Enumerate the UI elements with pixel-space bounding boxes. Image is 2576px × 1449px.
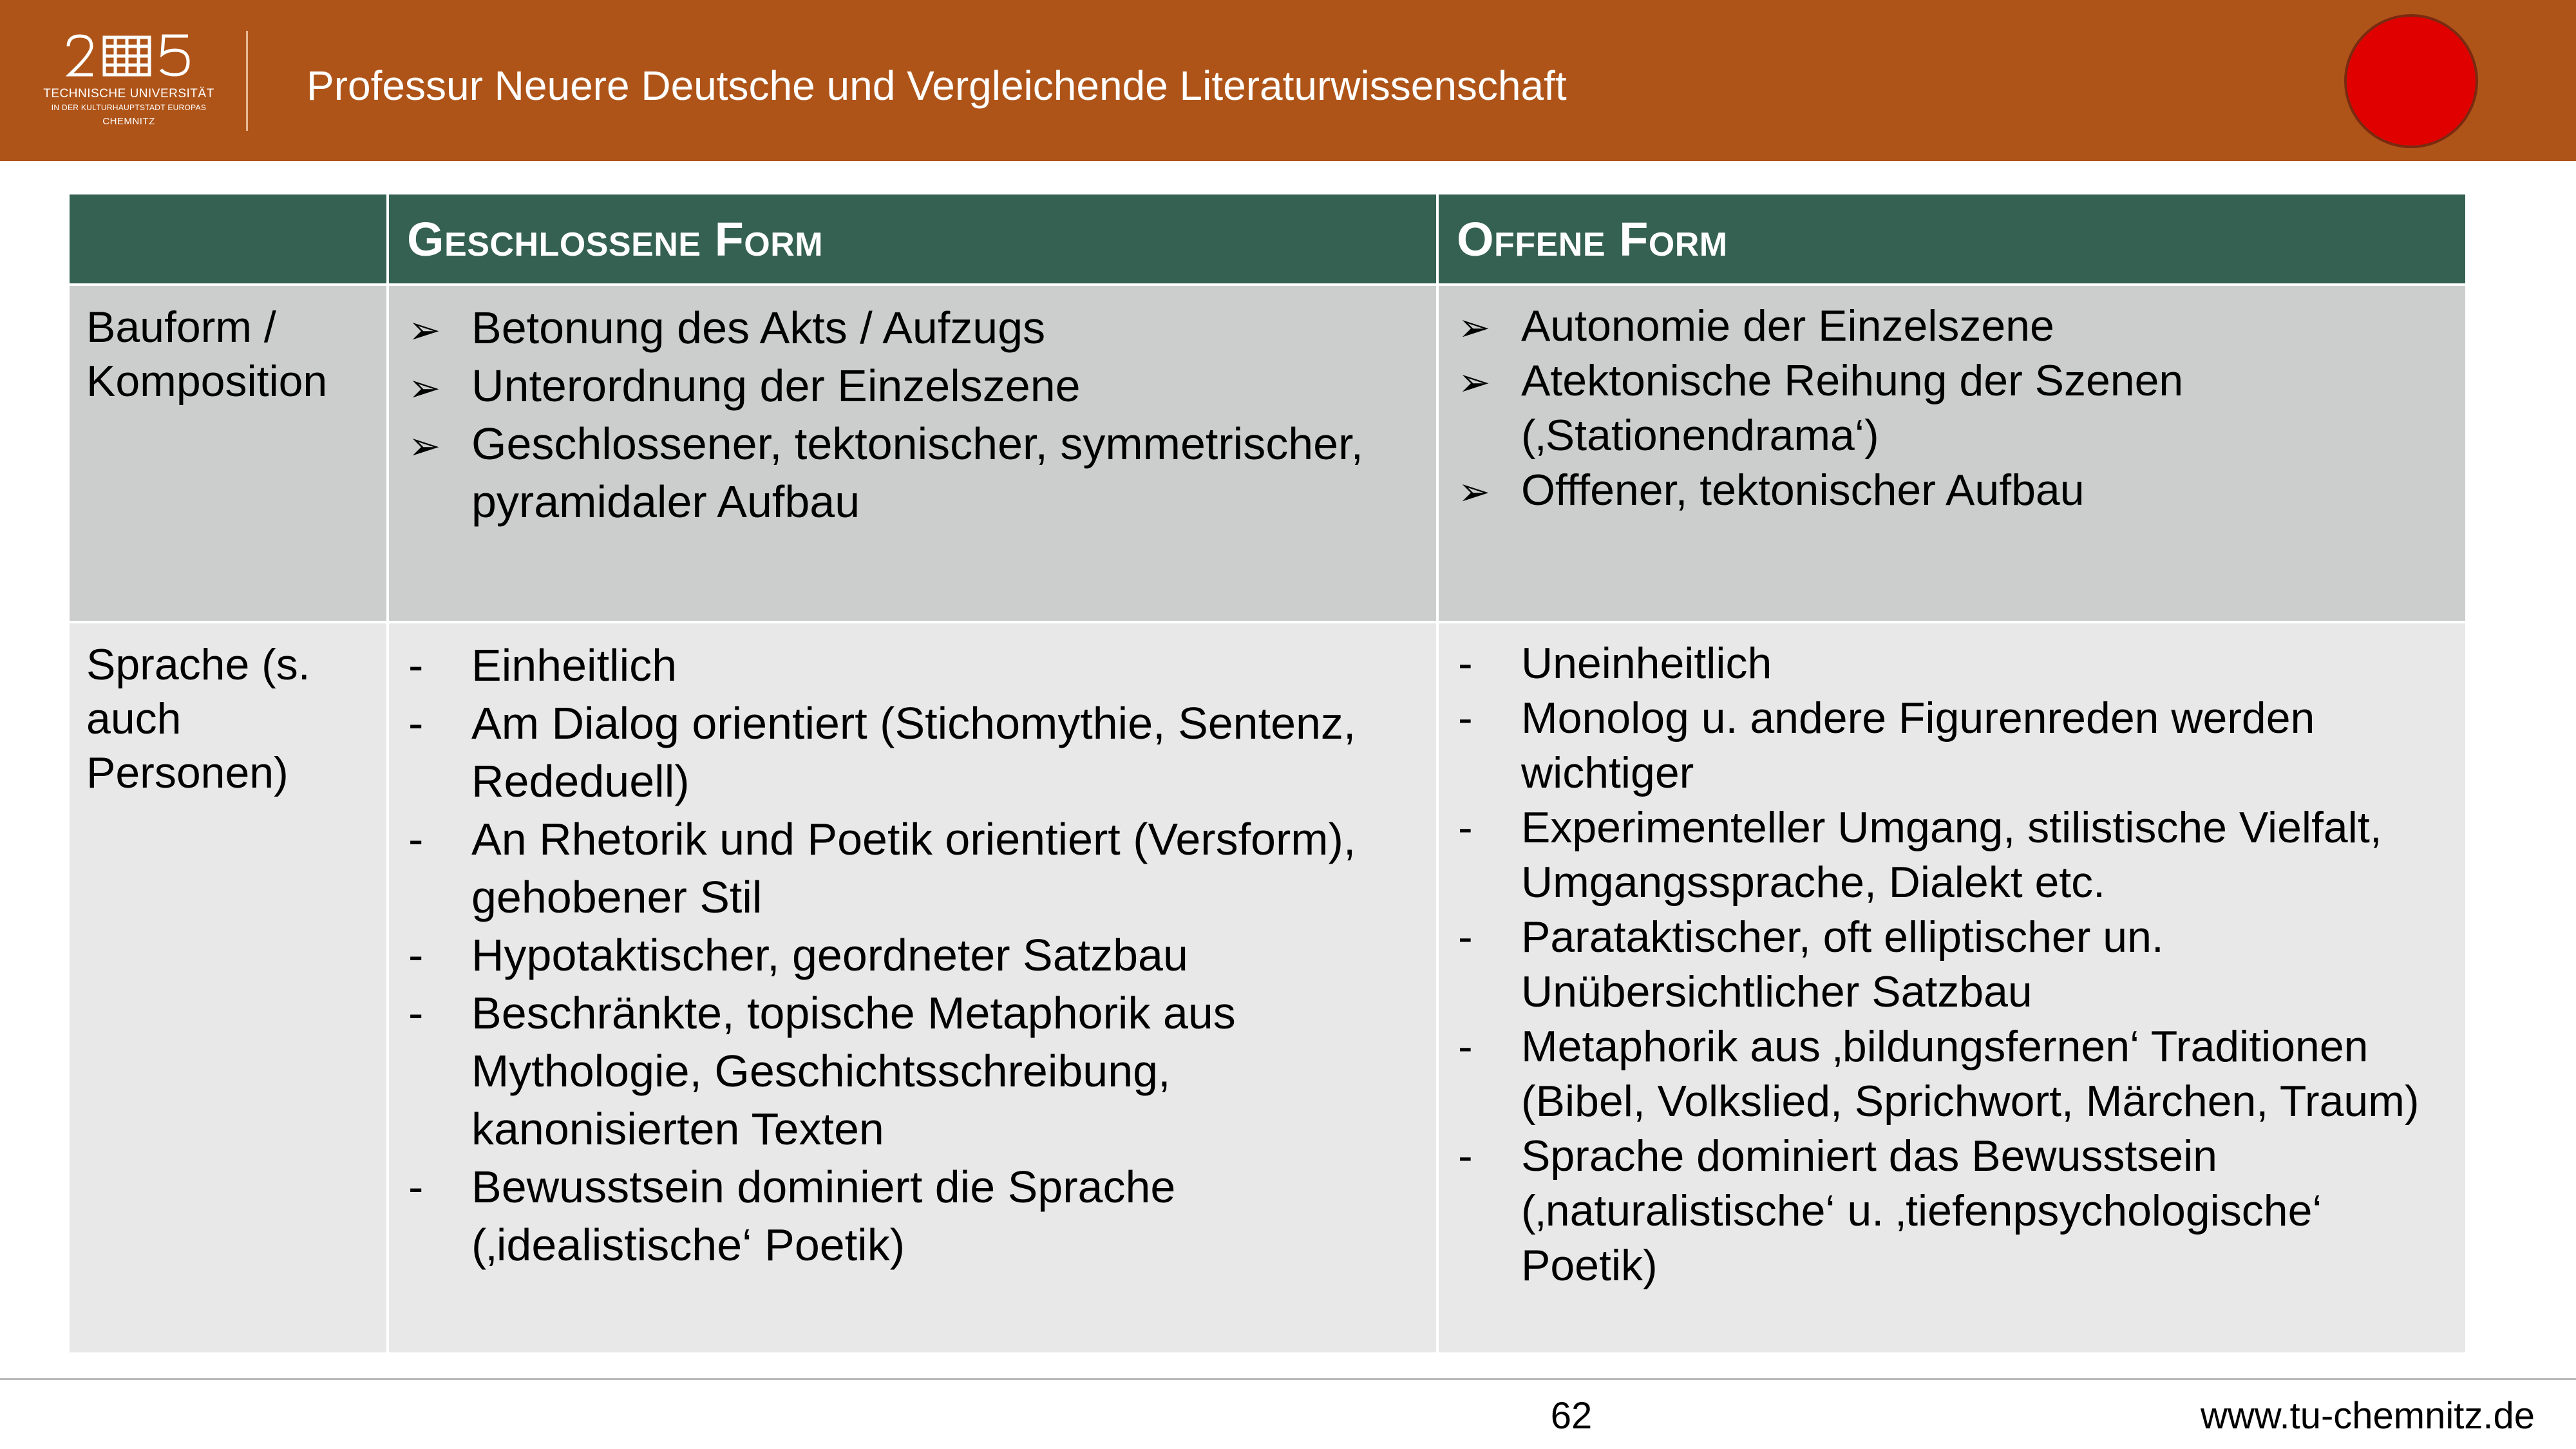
list-item: - Metaphorik aus ‚bildungsfernen‘ Traditionen (Bibel, Volkslied, Sprichwort, Märchen, Traum) xyxy=(1458,1019,2452,1129)
arrow-bullet-icon: ➢ xyxy=(1458,361,1491,404)
dash-bullet: - xyxy=(408,640,424,690)
list-item: ➢ Offfener, tektonischer Aufbau xyxy=(1458,463,2452,518)
list-item: - Hypotaktischer, geordneter Satzbau xyxy=(408,926,1423,984)
closed-form-list xyxy=(389,623,1436,1274)
tu-logo-icon xyxy=(64,32,193,84)
list-item: - Experimenteller Umgang, stilistische Vielfalt, Umgangssprache, Dialekt etc. xyxy=(1458,800,2452,910)
dash-bullet: - xyxy=(1458,803,1473,852)
comparison-table xyxy=(67,192,2468,1355)
closed-form-list xyxy=(389,286,1436,531)
list-item: - Sprache dominiert das Bewusstsein (‚naturalistische‘ u. ‚tiefenpsychologische‘ Poetik) xyxy=(1458,1129,2452,1293)
open-form-cell xyxy=(1437,622,2467,1354)
dash-bullet: - xyxy=(408,698,424,748)
arrow-bullet-icon: ➢ xyxy=(408,308,441,352)
table-row-sprache xyxy=(68,622,2467,1354)
arrow-bullet-icon: ➢ xyxy=(1458,470,1491,513)
closed-form-cell xyxy=(388,285,1437,622)
list-item: ➢ Unterordnung der Einzelszene xyxy=(408,357,1423,415)
page-title: Professur Neuere Deutsche und Vergleichende Literaturwissenschaft xyxy=(307,62,1567,109)
header-cell-open-form xyxy=(1437,193,2467,285)
arrow-bullet-icon: ➢ xyxy=(408,366,441,410)
red-dot-decoration xyxy=(2344,14,2478,148)
logo-text-city: CHEMNITZ xyxy=(102,116,155,127)
dash-bullet: - xyxy=(408,930,424,980)
footer-url[interactable]: www.tu-chemnitz.de xyxy=(2201,1395,2535,1437)
arrow-bullet-icon: ➢ xyxy=(1458,306,1491,349)
list-item: - Bewusstsein dominiert die Sprache (‚idealistische‘ Poetik) xyxy=(408,1158,1423,1274)
header-open-form-label: Offene Form xyxy=(1457,212,1728,266)
table-row-bauform xyxy=(68,285,2467,622)
row-label-sprache: Sprache (s. auch Personen) xyxy=(86,640,310,797)
page-number: 62 xyxy=(1550,1395,1593,1437)
dash-bullet: - xyxy=(408,988,424,1038)
list-item: - Einheitlich xyxy=(408,636,1423,694)
university-logo xyxy=(35,29,222,138)
list-item: ➢ Autonomie der Einzelszene xyxy=(1458,299,2452,354)
table-header-row xyxy=(68,193,2467,285)
closed-form-cell xyxy=(388,622,1437,1354)
header-cell-closed-form xyxy=(388,193,1437,285)
dash-bullet: - xyxy=(1458,1132,1473,1180)
header-bar xyxy=(0,0,2576,161)
dash-bullet: - xyxy=(1458,694,1473,743)
list-item: - Beschränkte, topische Metaphorik aus Mythologie, Geschichtsschreibung, kanonisierten Texten xyxy=(408,984,1423,1158)
list-item: - Monolog u. andere Figurenreden werden wichtiger xyxy=(1458,691,2452,800)
list-item: - Parataktischer, oft elliptischer un. Unübersichtlicher Satzbau xyxy=(1458,910,2452,1019)
footer-divider xyxy=(0,1378,2576,1380)
list-item: - Uneinheitlich xyxy=(1458,636,2452,691)
header-divider xyxy=(246,31,248,131)
logo-text-university: TECHNISCHE UNIVERSITÄT xyxy=(43,87,214,100)
list-item: ➢ Geschlossener, tektonischer, symmetrischer, pyramidaler Aufbau xyxy=(408,419,1363,527)
header-closed-form-label: Geschlossene Form xyxy=(407,212,824,266)
logo-text-tagline: IN DER KULTURHAUPTSTADT EUROPAS xyxy=(51,103,207,112)
open-form-cell xyxy=(1437,285,2467,622)
list-item: - Am Dialog orientiert (Stichomythie, Sentenz, Rededuell) xyxy=(408,694,1423,810)
list-item: - An Rhetorik und Poetik orientiert (Versform), gehobener Stil xyxy=(408,810,1423,926)
list-item: ➢ Atektonische Reihung der Szenen (‚Stationendrama‘) xyxy=(1458,356,2184,460)
list-item: ➢ Betonung des Akts / Aufzugs xyxy=(408,299,1423,357)
row-label-cell xyxy=(68,285,388,622)
dash-bullet: - xyxy=(1458,639,1473,688)
arrow-bullet-icon: ➢ xyxy=(408,424,441,468)
open-form-list xyxy=(1439,623,2465,1293)
row-label-cell xyxy=(68,622,388,1354)
header-cell-empty xyxy=(68,193,388,285)
dash-bullet: - xyxy=(1458,1022,1473,1071)
dash-bullet: - xyxy=(408,1162,424,1212)
row-label-bauform: Bauform / Komposition xyxy=(86,303,328,406)
open-form-list xyxy=(1439,286,2465,518)
dash-bullet: - xyxy=(408,814,424,864)
dash-bullet: - xyxy=(1458,913,1473,961)
